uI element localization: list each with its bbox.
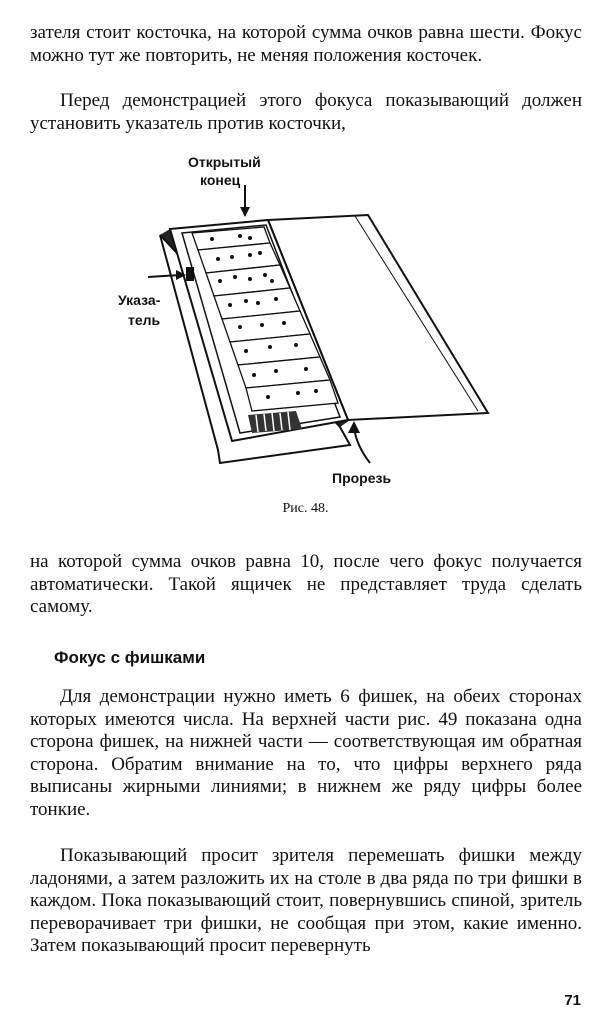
label-pointer-line2: тель <box>128 312 161 328</box>
label-slot: Прорезь <box>332 470 392 486</box>
paragraph-3: на которой сумма очков равна 10, после чего фокус получается автоматически. Такой ящичек не представляет труда сделать самому. <box>30 551 582 617</box>
label-open-end-line1: Открытый <box>188 154 261 170</box>
label-pointer-line1: Указа- <box>118 292 161 308</box>
page-number: 71 <box>564 992 581 1009</box>
pointer-marker <box>186 267 194 281</box>
paragraph-5: Показывающий просит зрителя перемешать фишки между ладонями, а затем разложить их на столе в два ряда по три фишки в каждом. Пока показывающий стоит, повернувшись спиной, зритель переворачивает три фишки, не сообщая при этом, какие именно. Затем показывающий просит перевернуть <box>30 845 582 956</box>
paragraph-2: Перед демонстрацией этого фокуса показывающий должен установить указатель против косточки, <box>30 90 582 134</box>
figure-caption: Рис. 48. <box>282 501 329 516</box>
paragraph-1: зателя стоит косточка, на которой сумма очков равна шести. Фокус можно тут же повторить, не меняя положения косточек. <box>30 22 582 66</box>
section-heading: Фокус с фишками <box>54 648 206 667</box>
paragraph-4: Для демонстрации нужно иметь 6 фишек, на обеих сторонах которых имеются числа. На верхней части рис. 49 показана одна сторона фишек, на нижней части — соответствующая им обратная сторона. Обратим внимание на то, что цифры верхнего ряда выписаны жирными линиями; в нижнем же ряду цифры более тонкие. <box>30 686 582 820</box>
figure-48-domino-box <box>100 145 520 500</box>
label-open-end-line2: конец <box>200 172 241 188</box>
